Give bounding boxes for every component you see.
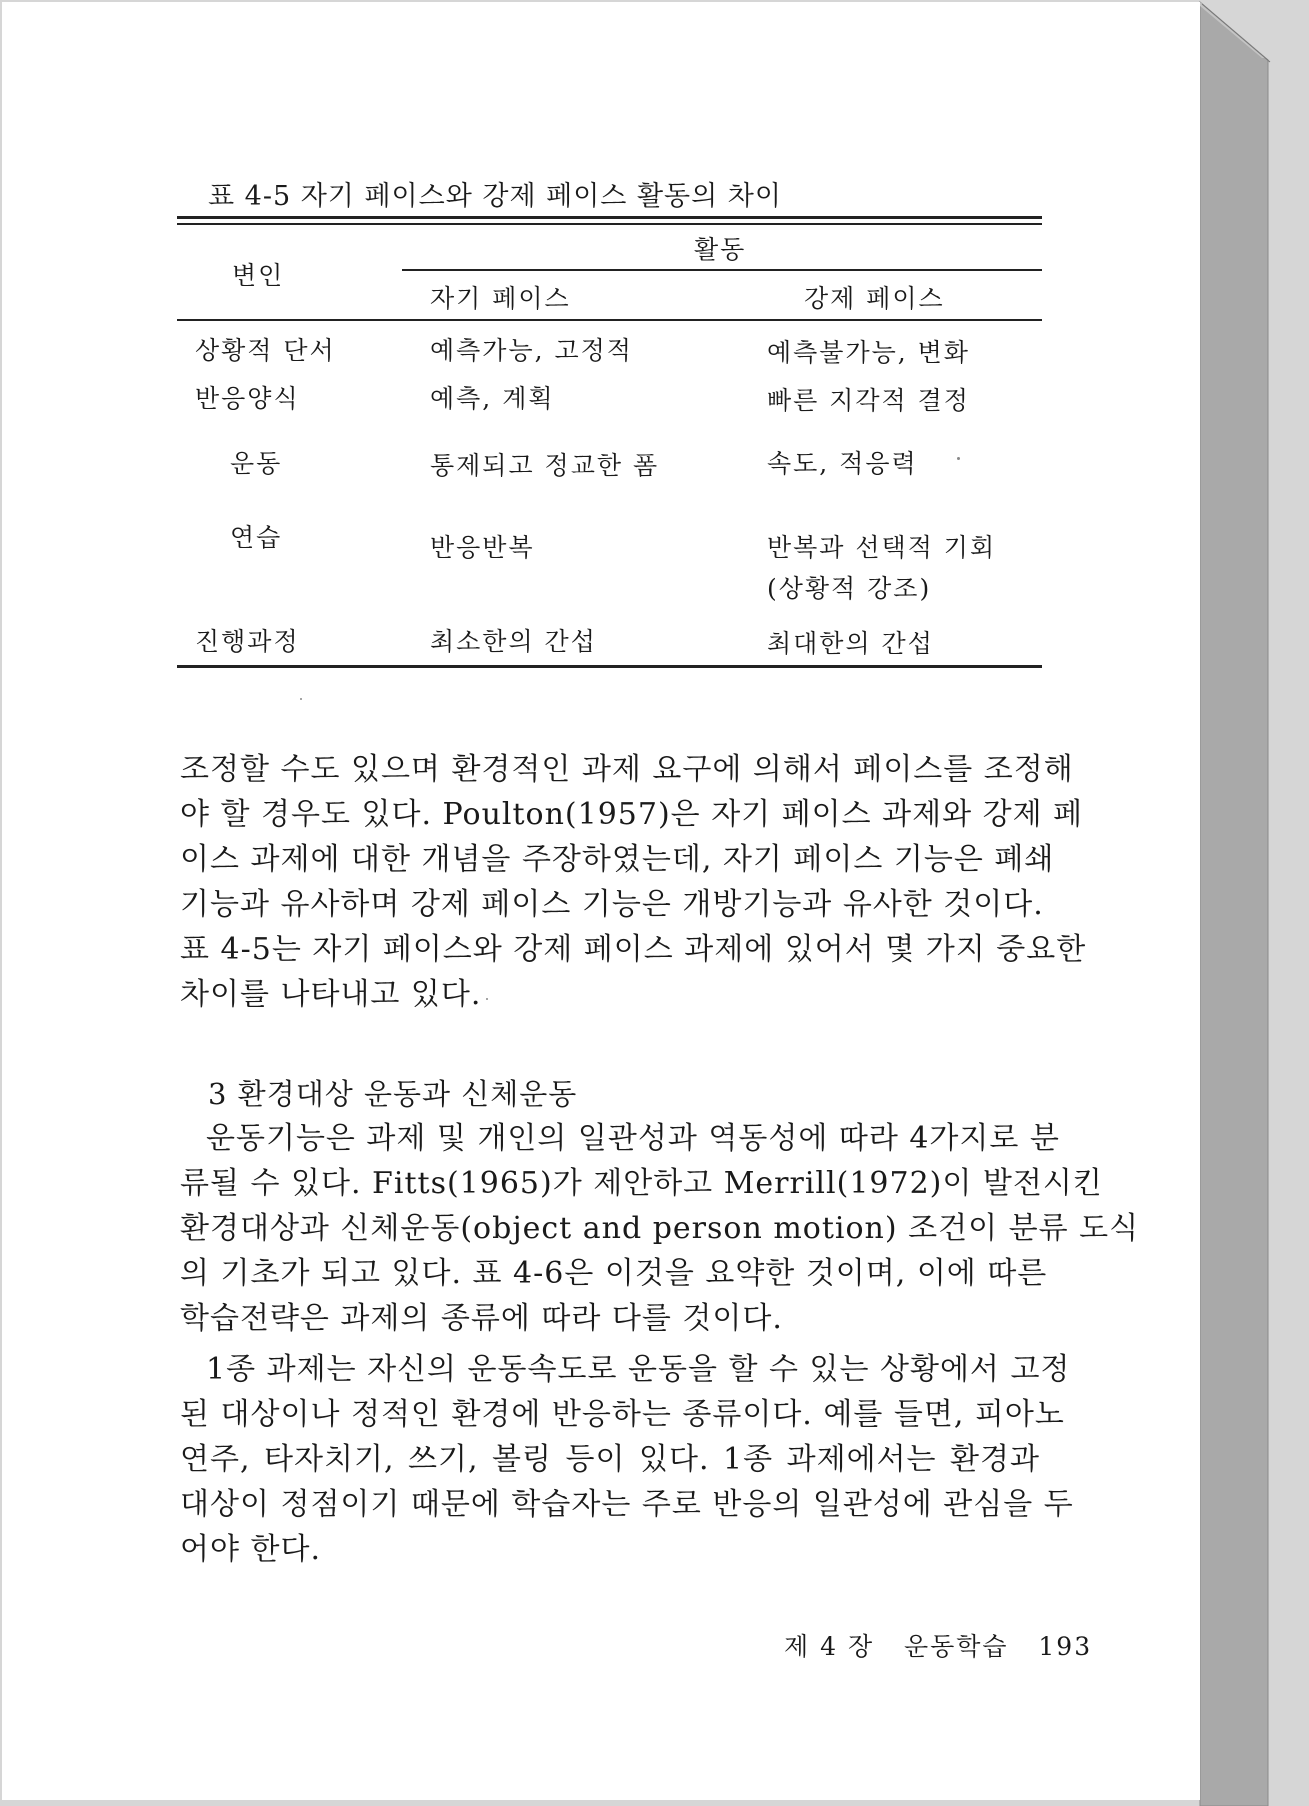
table-top-rule-inner (177, 223, 1042, 225)
row-variable: 반응양식 (195, 384, 300, 413)
section-heading: 3 환경대상 운동과 신체운동 (208, 1077, 578, 1111)
text-line: 운동기능은 과제 및 개인의 일관성과 역동성에 따라 4가지로 분 (206, 1121, 1060, 1156)
row-self: 최소한의 간섭 (430, 627, 597, 656)
page-number: 193 (1038, 1632, 1093, 1661)
footer-title: 운동학습 (903, 1632, 1009, 1661)
paragraph-type1 (180, 1347, 1074, 1572)
text-line: 기능과 유사하며 강제 페이스 기능은 개방기능과 유사한 것이다. (180, 887, 1044, 922)
header-activity: 활동 (694, 235, 747, 264)
row-forced: 예측불가능, 변화 (767, 338, 970, 367)
paragraph-pacing (180, 747, 1087, 1017)
row-variable: 연습 (230, 523, 283, 552)
text-line: 야 할 경우도 있다. Poulton(1957)은 자기 페이스 과제와 강제 페 (180, 797, 1084, 832)
row-forced-note: (상황적 강조) (767, 574, 932, 603)
header-self-paced: 자기 페이스 (430, 284, 571, 313)
book-page (2, 2, 1200, 1800)
text-line: 학습전략은 과제의 종류에 따라 다를 것이다. (180, 1301, 783, 1336)
scan-speck (957, 457, 960, 460)
row-forced: 최대한의 간섭 (767, 629, 934, 658)
text-line: 1종 과제는 자신의 운동속도로 운동을 할 수 있는 상황에서 고정 (206, 1352, 1071, 1387)
scan-speck (486, 998, 488, 1000)
row-forced: 속도, 적응력 (767, 449, 918, 478)
header-variable: 변인 (232, 261, 285, 290)
text-line: 대상이 정점이기 때문에 학습자는 주로 반응의 일관성에 관심을 두 (180, 1487, 1074, 1522)
page-footer (784, 1627, 1092, 1663)
table-bottom-rule (177, 665, 1042, 668)
row-forced: 반복과 선택적 기회 (767, 533, 997, 562)
text-line: 환경대상과 신체운동(object and person motion) 조건이 분류 도식 (180, 1211, 1140, 1246)
text-line: 의 기초가 되고 있다. 표 4-6은 이것을 요약한 것이며, 이에 따른 (180, 1256, 1048, 1291)
table-caption: 표 4-5 자기 페이스와 강제 페이스 활동의 차이 (208, 181, 782, 212)
table-activity-rule (402, 269, 1042, 271)
page-stack-side (1196, 0, 1309, 1806)
row-variable: 진행과정 (195, 627, 300, 656)
row-self: 예측, 계획 (430, 384, 555, 413)
row-self: 예측가능, 고정적 (430, 336, 633, 365)
text-line: 연주, 타자치기, 쓰기, 볼링 등이 있다. 1종 과제에서는 환경과 (180, 1442, 1040, 1477)
text-line: 된 대상이나 정적인 환경에 반응하는 종류이다. 예를 들면, 피아노 (180, 1397, 1065, 1432)
text-line: 이스 과제에 대한 개념을 주장하였는데, 자기 페이스 기능은 폐쇄 (180, 842, 1055, 877)
text-line: 표 4-5는 자기 페이스와 강제 페이스 과제에 있어서 몇 가지 중요한 (180, 932, 1087, 967)
row-self: 반응반복 (430, 533, 535, 562)
row-forced: 빠른 지각적 결정 (767, 386, 970, 415)
row-self: 통제되고 정교한 폼 (430, 451, 660, 480)
text-line: 조정할 수도 있으며 환경적인 과제 요구에 의해서 페이스를 조정해 (180, 752, 1074, 787)
text-line: 어야 한다. (180, 1532, 321, 1567)
table-header-rule (177, 319, 1042, 321)
text-line: 차이를 나타내고 있다. (180, 977, 482, 1012)
header-forced-paced: 강제 페이스 (804, 284, 945, 313)
row-variable: 운동 (230, 449, 283, 478)
table-top-rule (177, 216, 1042, 219)
text-line: 류될 수 있다. Fitts(1965)가 제안하고 Merrill(1972)이 발전시킨 (180, 1166, 1103, 1201)
paragraph-classification (180, 1116, 1140, 1341)
scan-speck (300, 698, 302, 700)
footer-chapter: 제 4 장 (784, 1632, 875, 1661)
row-variable: 상황적 단서 (195, 336, 336, 365)
